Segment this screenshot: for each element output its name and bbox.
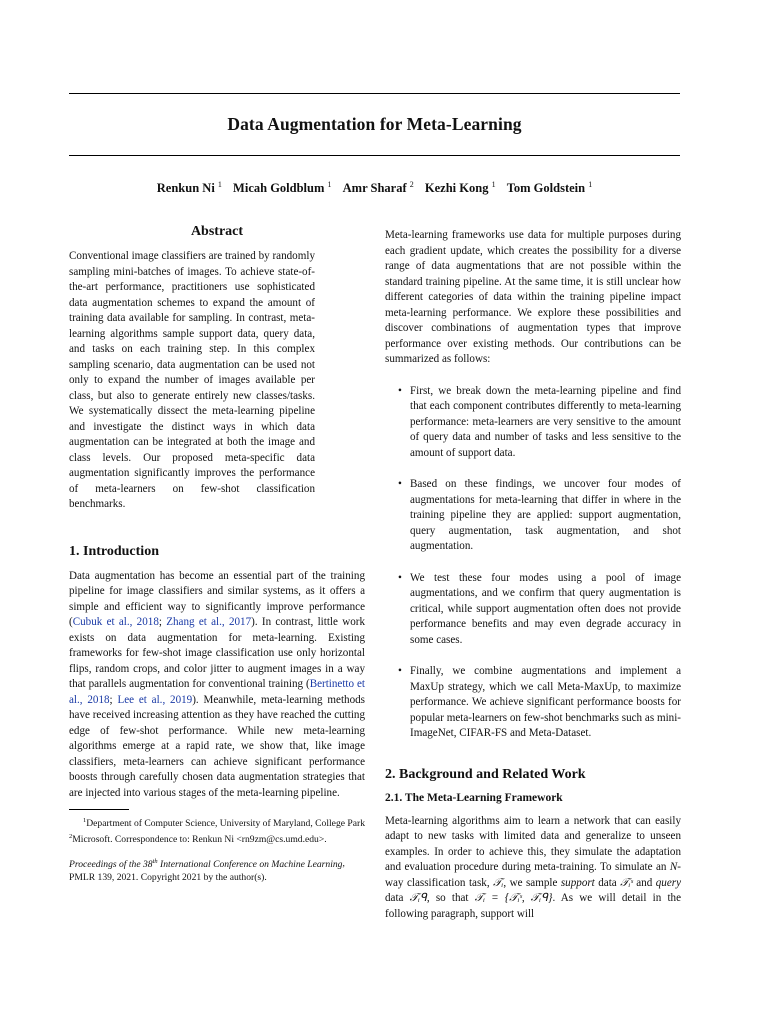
citation-link[interactable]: Lee et al., 2019 — [117, 693, 193, 706]
bullet-icon: • — [398, 384, 402, 397]
citation-link[interactable]: Zhang et al., 2017 — [166, 616, 252, 628]
footnote-rule — [69, 809, 129, 810]
list-item: • Finally, we combine augmentations and implement a MaxUp strategy, which we call Meta-MaxUp, to maximize performance. We achieve significant performance boosts for popular meta-learners on few-shot benchmarks such as mini-ImageNet, CIFAR-FS and Meta-Dataset. — [398, 665, 681, 739]
bullet-icon: • — [398, 665, 402, 677]
abstract-text: Conventional image classifiers are trained by randomly sampling mini-batches of images. To achieve state-of-the-art performance, practitioners use sophisticated data augmentation schemes to expand the amount of training data available for sampling. In contrast, meta-learning algorithms sample support data, query data, and tasks on each training step. In this complex sampling scenario, data augmentation can be used not only to expand the number of images available per class, but also to generate entirely new classes/tasks. We systematically dissect the meta-learning pipeline and investigate the distinct ways in which data augmentation can be integrated at both the image and class levels. Our proposed meta-specific data augmentation significantly improves the performance of meta-learners on few-shot classification benchmarks. — [69, 250, 315, 510]
proceedings-note: Proceedings of the 38th International Conference on Machine Learning, PMLR 139, 2021. Copyright 2021 by the author(s). — [69, 857, 345, 883]
author: Amr Sharaf $^2$ — [342, 180, 414, 196]
framework-paragraph: Meta-learning algorithms aim to learn a network that can easily adapt to new tasks with limited data and generalize to unseen examples. In order to achieve this, they simulate the adaptation and evaluation procedure during meta-training. To simulate an N-way classification task, 𝒯ᵢ, we sample support data 𝒯ᵢˢ and query data 𝒯ᵢᑫ, so that 𝒯ᵢ = {𝒯ᵢˢ, 𝒯ᵢᑫ}. As we will detail in the following paragraph, support will — [385, 814, 681, 920]
background-heading: 2. Background and Related Work — [385, 766, 586, 782]
bullet-icon: • — [398, 478, 402, 490]
list-item: • We test these four modes using a pool of image augmentations, and we confirm that query augmentation is critical, while support augmentation often does not provide performance benefits and may even degrade accuracy in some cases. — [398, 571, 681, 646]
meta-learning-framework-heading: 2.1. The Meta-Learning Framework — [385, 791, 563, 804]
title-top-rule — [69, 93, 680, 94]
author: Kezhi Kong $^1$ — [424, 180, 496, 196]
bullet-icon: • — [398, 571, 402, 584]
contributions-intro: Meta-learning frameworks use data for multiple purposes during each gradient update, which creates the possibility for a diverse range of data augmentations that are not possible within the standard training pipeline. At the same time, it is still unclear how different categories of data within the training pipeline impact meta-learning performance. We explore these possibilities and discover combinations of augmentation types that improve performance over existing methods. Our contributions can be summarized as follows: — [385, 229, 681, 365]
intro-heading: 1. Introduction — [69, 543, 159, 559]
citation-link[interactable]: Cubuk et al., 2018 — [72, 616, 159, 628]
author-list — [69, 180, 680, 196]
citation-link[interactable]: Bertinetto et al., 2018 — [69, 678, 365, 706]
intro-paragraph: Data augmentation has become an essential part of the training pipeline for image classifiers and similar systems, as it offers a simple and efficient way to significantly improve performance (Cubuk et al., 2018; Zhang et al., 2017). In contrast, little work exists on data augmentation for meta-learning. Existing frameworks for few-shot image classification use only horizontal flips, random crops, and color jitter to augment images in a way that parallels augmentation for conventional training (Bertinetto et al., 2018; Lee et al., 2019). Meanwhile, meta-learning methods have received increasing attention as they have reached the cutting edge of few-shot performance. While new meta-learning algorithms emerge at a rapid rate, we show that, like image classifiers, meta-learners can achieve significant performance boosts through carefully chosen data augmentation strategies that are injected into various stages of the meta-learning pipeline. — [69, 569, 366, 799]
list-item: • First, we break down the meta-learning pipeline and find that each component contributes differently to meta-learning performance: meta-learners are very sensitive to the amount of query data and number of tasks and less sensitive to the amount of support data. — [398, 384, 681, 459]
author: Renkun Ni $^1$ — [156, 180, 222, 196]
abstract-heading: Abstract — [190, 224, 244, 239]
contributions-list — [385, 384, 681, 742]
author: Micah Goldblum $^1$ — [233, 180, 332, 196]
affiliation-footnote: $^1$Department of Computer Science, University of Maryland, College Park $^2$Microsoft. Correspondence to: Renkun Ni <rn9zm@cs.umd.edu>. — [69, 817, 365, 846]
paper-title: Data Augmentation for Meta-Learning — [227, 114, 522, 134]
right-column — [385, 228, 681, 922]
author: Tom Goldstein $^1$ — [506, 180, 593, 196]
left-column — [69, 224, 365, 884]
list-item: • Based on these findings, we uncover four modes of augmentations for meta-learning that differ in where in the training pipeline they are applied: support augmentation, query augmentation, task augmentation, and shot augmentation. — [398, 478, 681, 552]
title-bottom-rule — [69, 155, 680, 156]
